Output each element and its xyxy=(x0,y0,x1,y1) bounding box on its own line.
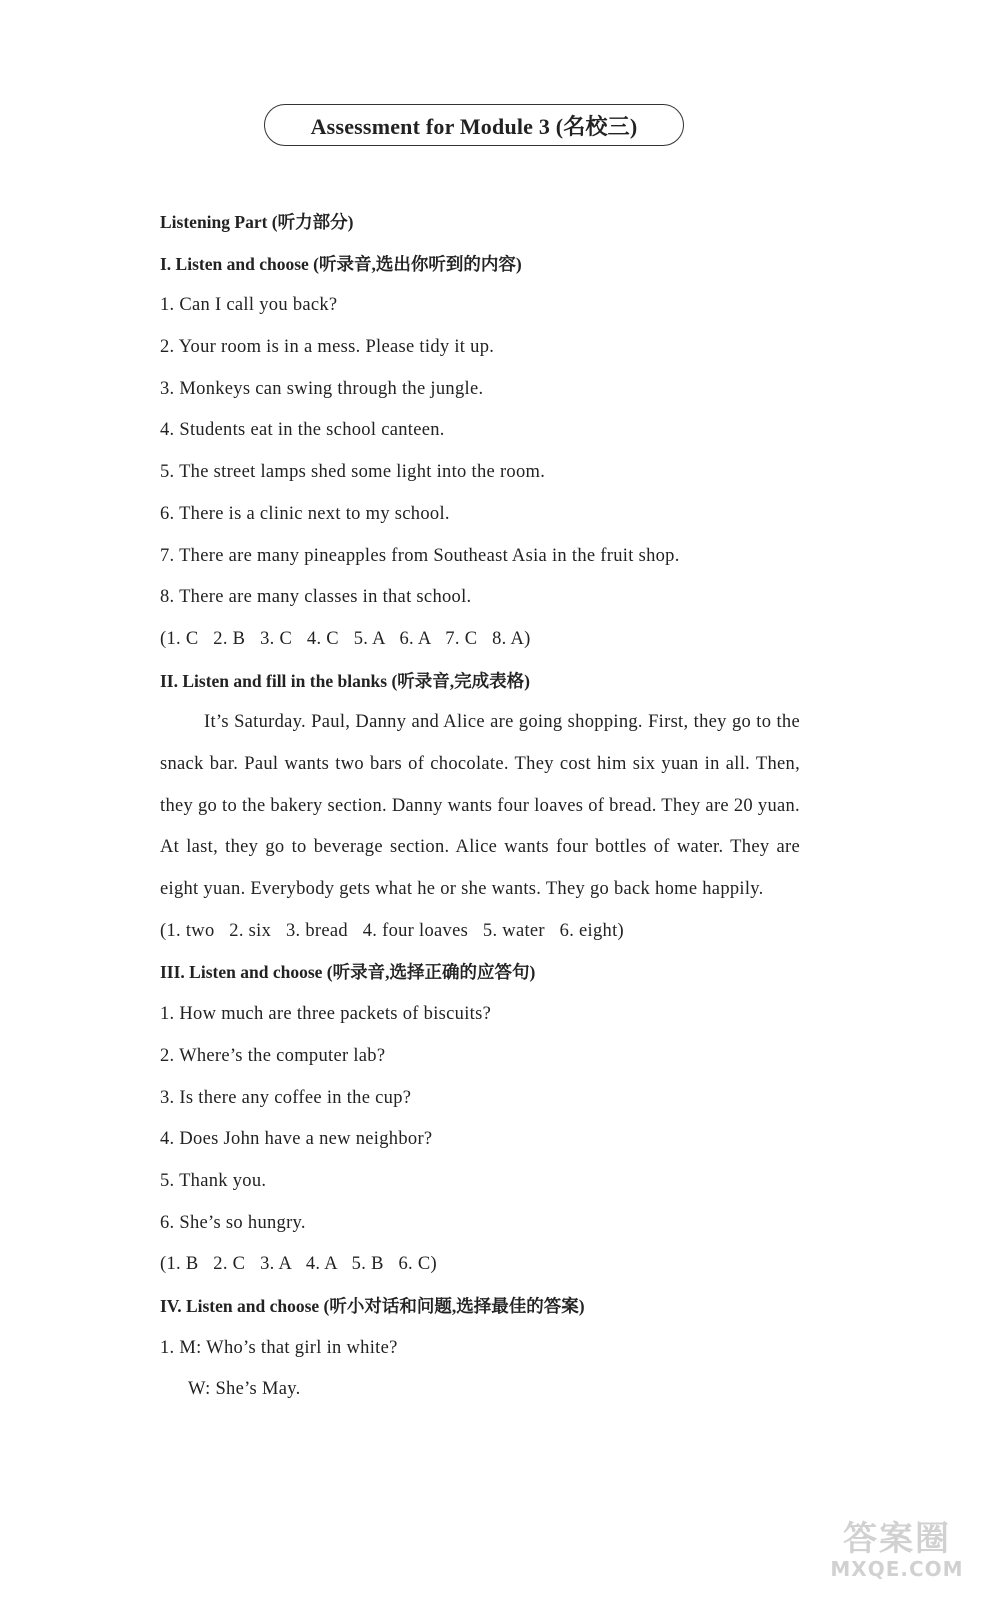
part-heading: Listening Part (听力部分) xyxy=(160,212,354,232)
section-3-item: 5. Thank you. xyxy=(160,1170,267,1191)
watermark-top-text: 答案圈 xyxy=(843,1519,951,1559)
section-3-item: 3. Is there any coffee in the cup? xyxy=(160,1087,412,1108)
document-body xyxy=(160,202,800,1411)
section-1-item: 6. There is a clinic next to my school. xyxy=(160,503,450,524)
dialogue-line: W: She’s May. xyxy=(188,1379,301,1400)
section-1-item: 4. Students eat in the school canteen. xyxy=(160,420,445,441)
section-3-item: 2. Where’s the computer lab? xyxy=(160,1045,386,1066)
page-title: Assessment for Module 3 (名校三) xyxy=(264,104,684,146)
dialogue-line: 1. M: Who’s that girl in white? xyxy=(160,1337,398,1358)
section-3-item: 1. How much are three packets of biscuits? xyxy=(160,1004,492,1025)
section-1-item: 8. There are many classes in that school. xyxy=(160,587,472,608)
section-1-item: 7. There are many pineapples from Southeast Asia in the fruit shop. xyxy=(160,545,680,566)
watermark-bottom-text: MXQE.COM xyxy=(830,1557,964,1581)
section-3-item: 4. Does John have a new neighbor? xyxy=(160,1129,433,1150)
section-1-answers: (1. C 2. B 3. C 4. C 5. A 6. A 7. C 8. A) xyxy=(160,628,531,649)
section-1-heading: I. Listen and choose (听录音,选出你听到的内容) xyxy=(160,253,522,274)
section-3-item: 6. She’s so hungry. xyxy=(160,1212,306,1233)
section-2-heading: II. Listen and fill in the blanks (听录音,完成表格) xyxy=(160,670,530,691)
section-2-passage: It’s Saturday. Paul, Danny and Alice are going shopping. First, they go to the snack bar. Paul wants two bars of chocolate. They cost him six yuan in all. Then, they go to the bakery section. Danny wants four loaves of bread. They are 20 yuan. At last, they go to beverage section. Alice wants four bottles of water. They are eight yuan. Everybody gets what he or she wants. They go back home happily. xyxy=(160,712,800,900)
section-1-item: 5. The street lamps shed some light into the room. xyxy=(160,462,546,483)
section-1-item: 1. Can I call you back? xyxy=(160,295,338,316)
section-3-heading: III. Listen and choose (听录音,选择正确的应答句) xyxy=(160,962,536,983)
section-4-heading: IV. Listen and choose (听小对话和问题,选择最佳的答案) xyxy=(160,1295,585,1316)
section-2-answers: (1. two 2. six 3. bread 4. four loaves 5. water 6. eight) xyxy=(160,920,624,941)
section-3-answers: (1. B 2. C 3. A 4. A 5. B 6. C) xyxy=(160,1254,437,1275)
section-1-item: 2. Your room is in a mess. Please tidy it up. xyxy=(160,337,495,358)
section-1-item: 3. Monkeys can swing through the jungle. xyxy=(160,378,484,399)
watermark-logo xyxy=(812,1510,982,1590)
